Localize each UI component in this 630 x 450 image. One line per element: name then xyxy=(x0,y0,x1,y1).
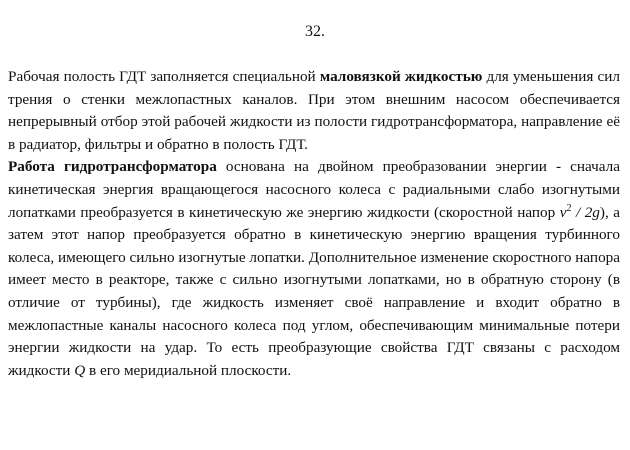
formula-exponent: 2 xyxy=(566,202,572,214)
document-body xyxy=(8,66,620,382)
paragraph-text: основана на двойном преобразовании энергии - сначала кинетическая энергия вращающегося насосного колеса с радиальными слабо изогнутыми лопатками преобразуется в кинетическую же энергию жидкости (скоростной напор xyxy=(8,158,620,221)
bold-term-converter-operation: Работа гидротрансформатора xyxy=(8,158,217,176)
page-number: 32. xyxy=(305,23,325,40)
paragraph-text: ), а затем этот напор преобразуется обратно в кинетическую энергию вращения турбинного колеса, имеющего сильно изогнутые лопатки. Дополнительное изменение скоростного напора имеет место в реакторе, также с сильно изогнутыми лопатками, но в обратную сторону (в отличие от турбины), где жидкость изменяет своё направление и входит обратно в межлопастные каналы насосного колеса под углом, обеспечивающим минимальные потери энергии жидкости на удар. То есть преобразующие свойства ГДТ связаны с расходом жидкости xyxy=(8,203,620,379)
paragraph-working-cavity xyxy=(8,66,620,156)
formula-flow-rate: Q xyxy=(74,361,86,379)
paragraph-text: в его меридиальной плоскости. xyxy=(85,361,292,379)
paragraph-text: Рабочая полость ГДТ заполняется специальной xyxy=(8,68,320,85)
formula-velocity: v xyxy=(559,203,567,221)
bold-term-low-viscosity-fluid: маловязкой жидкостью xyxy=(319,68,483,85)
paragraph-converter-operation xyxy=(8,156,620,382)
paragraph-text: для уменьшения сил трения о стенки межлопастных каналов. При этом внешним насосом обеспечивается непрерывный отбор этой рабочей жидкости из полости гидротрансформатора, направление её в радиатор, фильтры и обратно в полость ГДТ. xyxy=(8,68,620,153)
formula-denominator: / 2g xyxy=(571,203,600,221)
